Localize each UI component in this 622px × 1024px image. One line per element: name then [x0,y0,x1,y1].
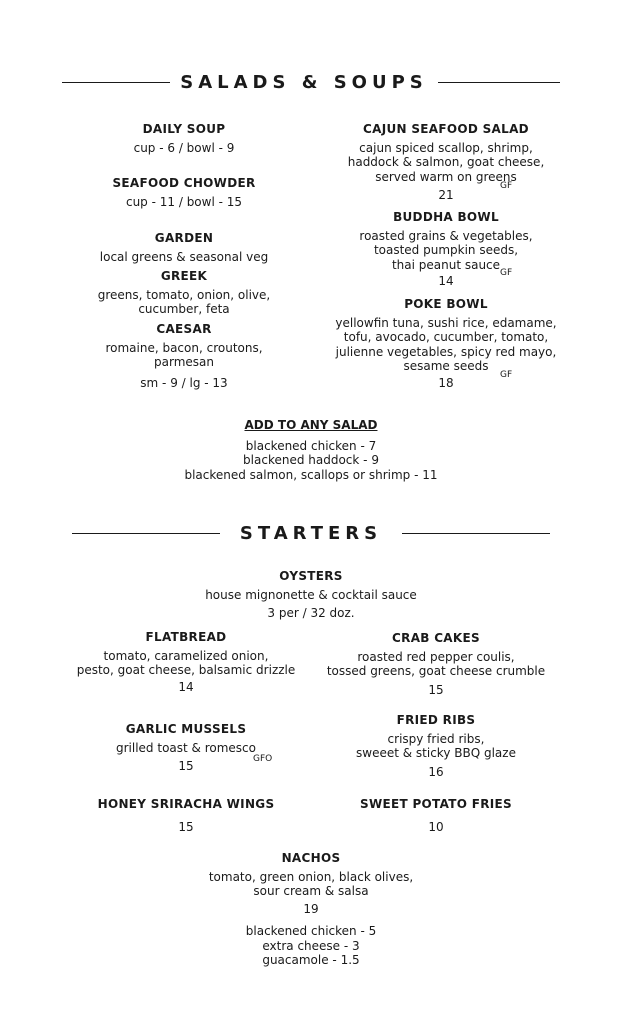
item-name: BUDDHA BOWL [393,210,499,224]
item-description-line: julienne vegetables, spicy red mayo, [335,344,557,359]
add-on-line: blackened chicken - 5 [245,924,377,938]
add-on-line: blackened salmon, scallops or shrimp - 11 [184,467,438,482]
item-name: HONEY SRIRACHA WINGS [97,797,275,811]
item-description-line: cajun spiced scallop, shrimp, [359,140,533,155]
item-price: 19 [303,901,319,916]
add-on-line: extra cheese - 3 [262,938,360,953]
menu-item-poke-bowl [330,297,562,390]
menu-item-cajun-seafood-salad [330,122,562,203]
item-name: CAESAR [156,322,212,336]
item-description-line: thai peanut sauce [391,257,501,272]
item-name: CAJUN SEAFOOD SALAD [363,122,529,136]
menu-item-greek [84,269,284,317]
item-name: GARLIC MUSSELS [125,722,247,736]
item-description-line: sweeet & sticky BBQ glaze [356,746,516,760]
item-description: grilled toast & romesco [116,740,256,755]
menu-item-seafood-chowder [84,176,284,209]
header-rule-left [62,82,170,83]
item-price: cup - 11 / bowl - 15 [125,194,243,209]
item-description-line: parmesan [154,355,214,369]
item-description-line: roasted red pepper coulis, [357,649,515,664]
item-name: POKE BOWL [404,297,488,311]
gluten-free-tag: GF [500,268,513,278]
item-price: 14 [178,679,194,694]
menu-item-caesar [84,322,284,390]
item-name: FRIED RIBS [396,713,476,727]
add-on-line: guacamole - 1.5 [262,953,360,967]
item-description-line: crispy fried ribs, [387,731,485,746]
header-rule-right [438,82,560,83]
item-description-line: romaine, bacon, croutons, [105,340,263,355]
item-description-line: tomato, caramelized onion, [103,648,269,663]
header-rule-left [72,533,220,534]
item-name: OYSTERS [279,569,343,583]
gluten-free-tag: GF [500,181,513,191]
menu-item-crab-cakes [318,631,554,697]
item-name: CRAB CAKES [392,631,480,645]
item-name: SEAFOOD CHOWDER [112,176,256,190]
item-description-line: toasted pumpkin seeds, [373,243,519,257]
salads-soups-header [0,72,622,93]
item-price: 3 per / 32 doz. [267,606,355,620]
menu-item-honey-sriracha-wings [86,797,286,834]
menu-item-buddha-bowl [330,210,562,289]
item-price: 18 [438,375,454,390]
item-price: 15 [178,819,194,834]
item-name: GARDEN [154,231,214,245]
item-description-line: cucumber, feta [138,302,230,316]
add-on-line: blackened haddock - 9 [243,453,379,467]
starters-header [0,523,622,544]
item-name: NACHOS [281,851,341,865]
item-name: FLATBREAD [145,630,227,644]
menu-item-fried-ribs [336,713,536,779]
item-name: DAILY SOUP [142,122,226,136]
item-name: GREEK [160,269,208,283]
add-on-line: blackened chicken - 7 [245,438,377,453]
add-to-salad-title: ADD TO ANY SALAD [244,418,378,432]
add-to-salad-block [150,418,472,482]
item-description: house mignonette & cocktail sauce [205,587,417,602]
section-title: SALADS & SOUPS [180,72,428,93]
item-description-line: yellowfin tuna, sushi rice, edamame, [335,315,557,330]
item-price: 16 [428,764,444,779]
item-description-line: roasted grains & vegetables, [359,228,533,243]
item-description-line: sesame seeds [403,359,489,373]
menu-item-garden [84,231,284,264]
item-price: 21 [438,188,454,202]
menu-item-oysters [161,569,461,621]
item-name: SWEET POTATO FRIES [360,797,512,811]
item-description-line: pesto, goat cheese, balsamic drizzle [76,663,296,677]
item-description-line: haddock & salmon, goat cheese, [347,155,545,169]
gluten-free-tag: GF [500,370,513,380]
item-price: 15 [178,759,194,773]
item-price: sm - 9 / lg - 13 [140,375,228,390]
menu-item-garlic-mussels [86,722,286,774]
menu-item-nachos [161,851,461,968]
menu-item-flatbread [66,630,306,694]
menu-item-sweet-potato-fries [336,797,536,834]
item-description-line: tomato, green onion, black olives, [208,869,414,884]
item-price: 14 [438,274,454,288]
item-description-line: tossed greens, goat cheese crumble [326,664,546,678]
item-description: local greens & seasonal veg [99,249,269,264]
header-rule-right [402,533,550,534]
gluten-free-option-tag: GFO [253,754,273,764]
menu-item-daily-soup [84,122,284,155]
item-description-line: sour cream & salsa [253,884,369,898]
section-title: STARTERS [239,523,383,544]
item-price: 10 [428,819,444,834]
item-price: 15 [428,682,444,697]
item-description-line: greens, tomato, onion, olive, [97,287,271,302]
item-price: cup - 6 / bowl - 9 [133,140,235,155]
item-description-line: tofu, avocado, cucumber, tomato, [343,330,549,344]
item-description-line: served warm on greens [375,169,517,184]
